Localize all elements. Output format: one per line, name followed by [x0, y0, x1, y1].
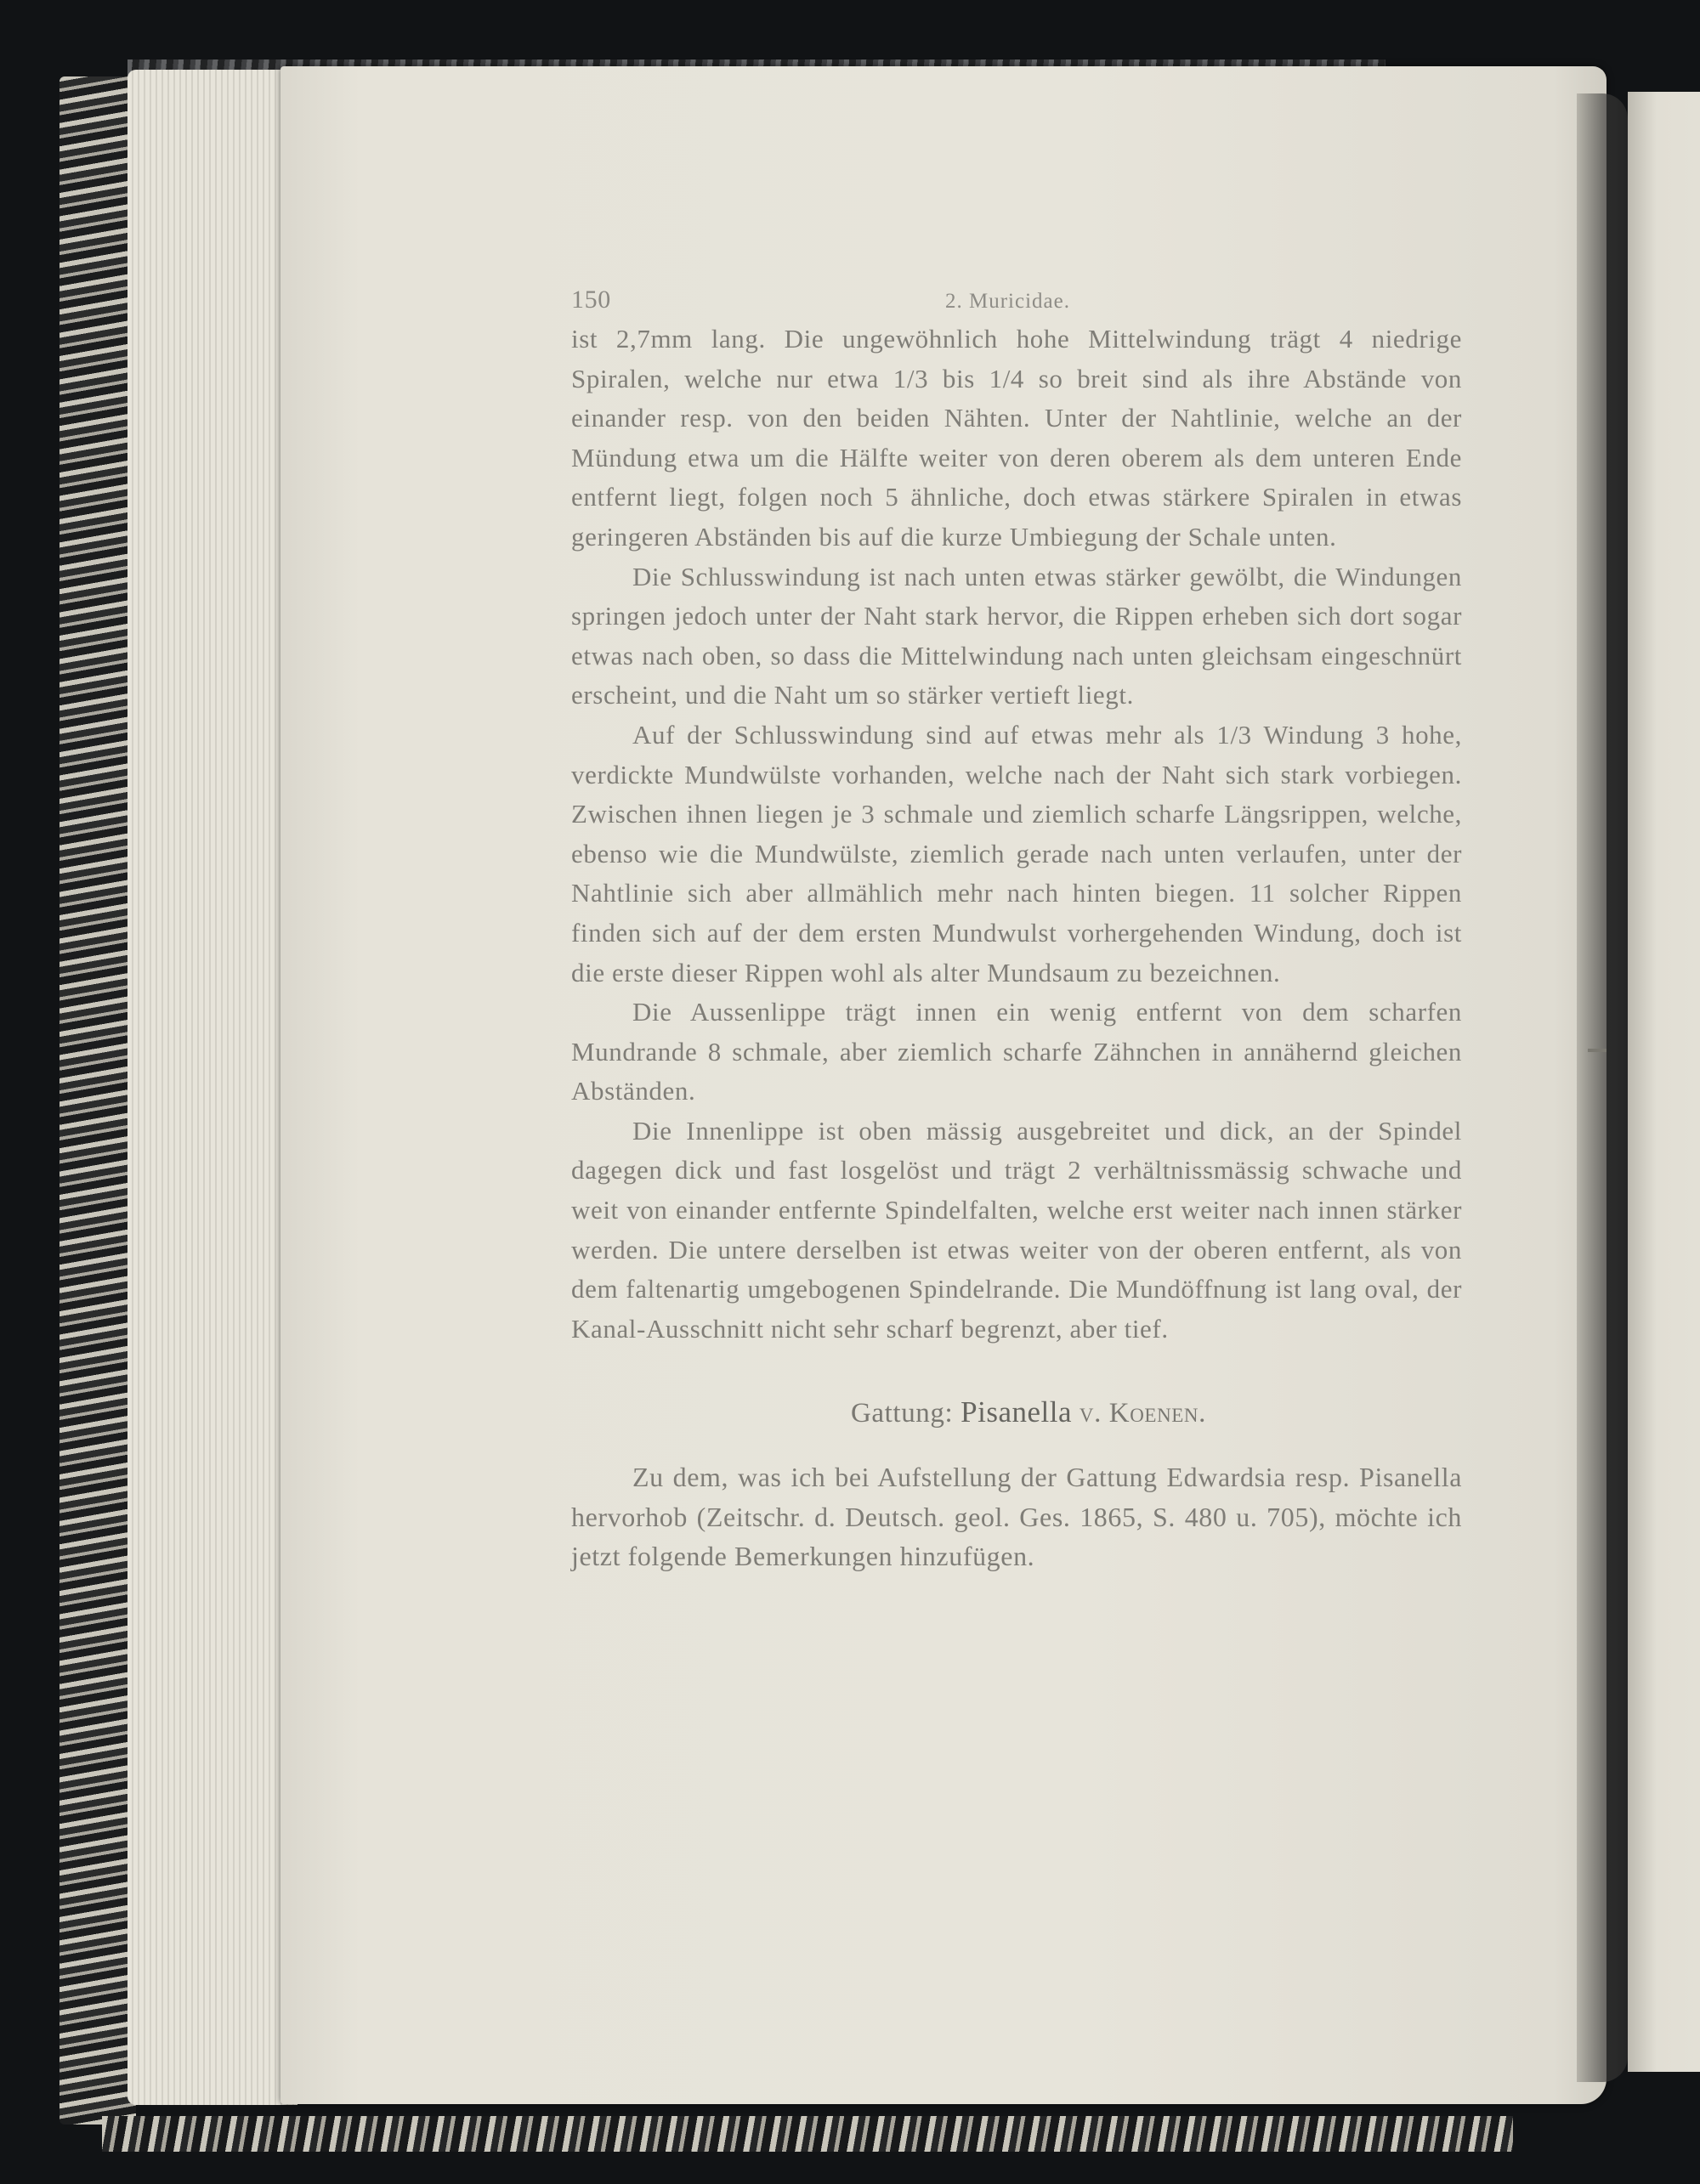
book-binding-left [60, 76, 136, 2125]
page-mark [1588, 1049, 1606, 1052]
genus-author: v. Koenen. [1079, 1398, 1206, 1429]
book-binding-bottom [102, 2116, 1513, 2152]
page-gutter-shadow [1577, 93, 1628, 2082]
page-edges [128, 70, 298, 2105]
paragraph-3: Auf der Schlusswindung sind auf etwas mehr als 1/3 Windung 3 hohe, verdickte Mundwülste vorhanden, welche nach der Naht sich stark vorbiegen. Zwischen ihnen liegen je 3 schmale und ziemlich scharfe Längsrippen, welche, ebenso wie die Mundwülste, ziemlich gerade nach unten verlaufen, unter der Nahtlinie sich aber allmählich mehr nach hinten biegen. 11 solcher Rippen finden sich auf der dem ersten Mundwulst vorhergehenden Windung, doch ist die erste dieser Rippen wohl als alter Mundsaum zu bezeichnen. [571, 719, 1462, 987]
page-text [571, 280, 1462, 1576]
paragraph-1: ist 2,7mm lang. Die ungewöhnlich hohe Mittelwindung trägt 4 niedrige Spiralen, welche nur etwa 1/3 bis 1/4 so breit sind als ihre Abstände von einander resp. von den beiden Nähten. Unter der Nahtlinie, welche an der Mündung etwa um die Hälfte weiter von deren oberem als dem unteren Ende entfernt liegt, folgen noch 5 ähnliche, doch etwas stärkere Spiralen in etwas geringeren Abständen bis auf die kurze Umbiegung der Schale unten. [571, 324, 1462, 552]
final-paragraph: Zu dem, was ich bei Aufstellung der Gattung Edwardsia resp. Pisanella hervorhob (Zeitschr. d. Deutsch. geol. Ges. 1865, S. 480 u. 705), möchte ich jetzt folgende Bemerkungen hinzufügen. [571, 1462, 1462, 1572]
genus-heading [571, 1393, 1462, 1434]
paragraph-2: Die Schlusswindung ist nach unten etwas stärker gewölbt, die Windungen springen jedoch unter der Naht stark hervor, die Rippen erheben sich dort sogar etwas nach oben, so dass die Mittelwindung nach unten gleichsam eingeschnürt erscheint, und die Naht um so stärker vertieft liegt. [571, 561, 1462, 710]
genus-name: Pisanella [960, 1395, 1073, 1429]
facing-page-edge [1628, 92, 1700, 2072]
genus-prefix: Gattung: [850, 1398, 954, 1429]
paragraph-5: Die Innenlippe ist oben mässig ausgebreitet und dick, an der Spindel dagegen dick und fast losgelöst und trägt 2 verhältnissmässig schwache und weit von einander entfernte Spindelfalten, welche erst weiter nach innen stärker werden. Die untere derselben ist etwas weiter von der oberen entfernt, als von dem faltenartig umgebogenen Spindelrande. Die Mundöffnung ist lang oval, der Kanal-Ausschnitt nicht sehr scharf begrenzt, aber tief. [571, 1115, 1462, 1344]
paragraph-4: Die Aussenlippe trägt innen ein wenig entfernt von dem scharfen Mundrande 8 schmale, aber ziemlich scharfe Zähnchen in annähernd gleichen Abständen. [571, 997, 1462, 1106]
section-title: 2. Muricidae. [945, 290, 1070, 313]
page-number: 150 [571, 286, 611, 314]
running-head [571, 280, 1462, 320]
